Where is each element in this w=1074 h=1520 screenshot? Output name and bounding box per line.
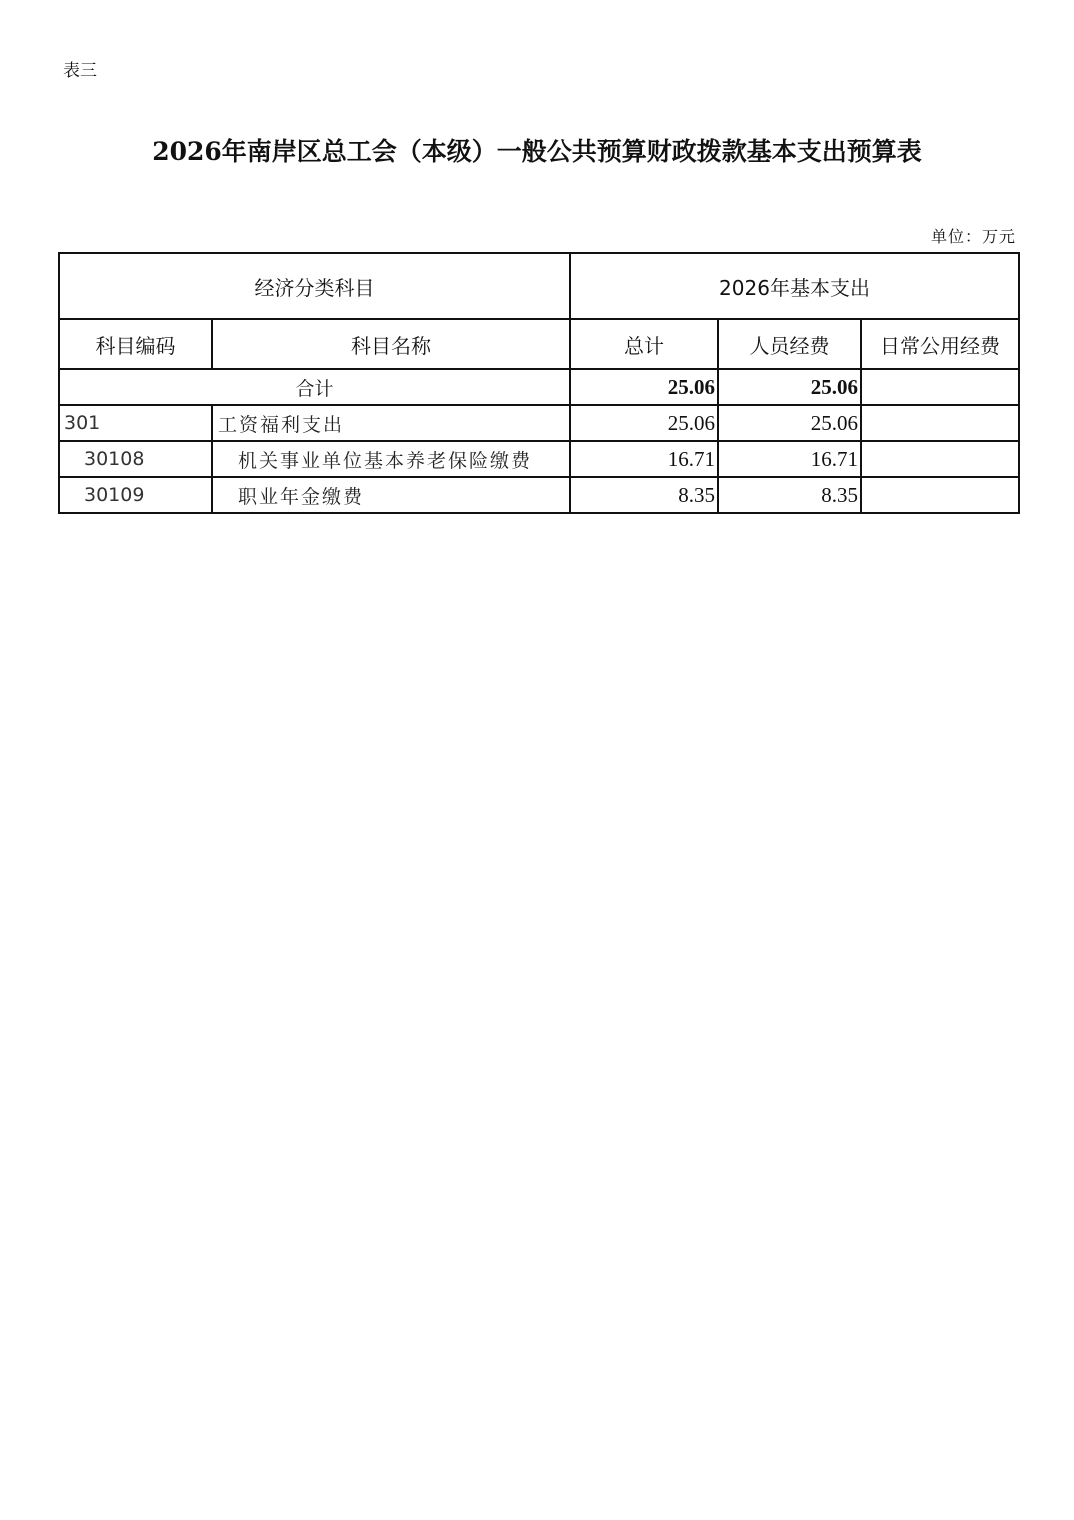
header-column-row: [59, 319, 1019, 369]
header-subject-name: 科目名称: [212, 319, 570, 369]
row-public: [861, 477, 1019, 513]
row-public: [861, 441, 1019, 477]
header-group-row: [59, 253, 1019, 319]
row-personnel: 8.35: [718, 477, 861, 513]
total-personnel: 25.06: [718, 369, 861, 405]
row-code: 30108: [59, 441, 212, 477]
header-total: 总计: [570, 319, 718, 369]
header-subject-code: 科目编码: [59, 319, 212, 369]
row-code: 30109: [59, 477, 212, 513]
table-number-label: 表三: [63, 61, 97, 81]
table-row: [59, 405, 1019, 441]
header-public-expense: 日常公用经费: [861, 319, 1019, 369]
budget-table: [58, 252, 1020, 514]
table-row: [59, 441, 1019, 477]
row-public: [861, 405, 1019, 441]
row-name: 工资福利支出: [212, 405, 570, 441]
total-public: [861, 369, 1019, 405]
row-name: 机关事业单位基本养老保险缴费: [212, 441, 570, 477]
table-row: [59, 477, 1019, 513]
row-code: 301: [59, 405, 212, 441]
row-total: 8.35: [570, 477, 718, 513]
row-total: 25.06: [570, 405, 718, 441]
total-row: [59, 369, 1019, 405]
header-basic-expenditure: 2026年基本支出: [570, 253, 1019, 319]
header-economic-classification: 经济分类科目: [59, 253, 570, 319]
header-personnel-expense: 人员经费: [718, 319, 861, 369]
document-title: 2026年南岸区总工会（本级）一般公共预算财政拨款基本支出预算表: [152, 137, 922, 166]
row-personnel: 25.06: [718, 405, 861, 441]
row-personnel: 16.71: [718, 441, 861, 477]
total-label: 合计: [59, 369, 570, 405]
row-total: 16.71: [570, 441, 718, 477]
unit-label: 单位：万元: [930, 227, 1016, 246]
total-amount: 25.06: [570, 369, 718, 405]
row-name: 职业年金缴费: [212, 477, 570, 513]
